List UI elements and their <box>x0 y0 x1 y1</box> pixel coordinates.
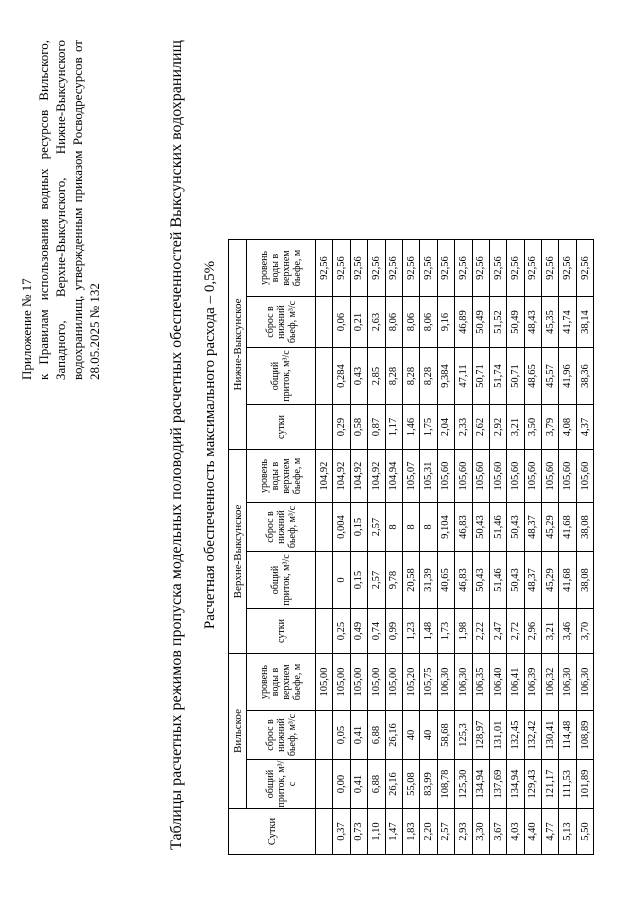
table-cell: 105,60 <box>437 450 454 503</box>
document-title: Таблицы расчетных режимов пропуска модельных половодий расчетных обеспеченностей Выксунских водохранилищ <box>168 40 185 850</box>
table-cell: 129,43 <box>524 760 541 809</box>
table-row <box>368 240 385 855</box>
table-cell: 92,56 <box>472 240 489 297</box>
table-cell: 2,62 <box>472 405 489 450</box>
table-cell: 51,74 <box>489 348 506 405</box>
table-cell: 6,88 <box>368 760 385 809</box>
table-cell: 92,56 <box>559 240 576 297</box>
table-cell: 104,92 <box>350 450 367 503</box>
table-cell: 92,56 <box>507 240 524 297</box>
table-cell: 41,68 <box>559 552 576 609</box>
header-days: сутки <box>247 609 316 654</box>
table-cell: 92,56 <box>524 240 541 297</box>
table-cell: 105,00 <box>350 654 367 711</box>
table-cell: 8,28 <box>420 348 437 405</box>
table-cell: 125,3 <box>455 711 472 760</box>
table-cell: 2,57 <box>368 503 385 552</box>
header-reservoir-vilskoe: Вильское <box>229 654 247 809</box>
table-cell: 83,99 <box>420 760 437 809</box>
table-cell: 106,30 <box>437 654 454 711</box>
table-cell: 134,94 <box>507 760 524 809</box>
table-row <box>576 240 593 855</box>
table-cell: 2,96 <box>524 609 541 654</box>
table-cell: 92,56 <box>489 240 506 297</box>
table-row <box>507 240 524 855</box>
table-cell: 55,08 <box>402 760 419 809</box>
table-cell: 0,58 <box>350 405 367 450</box>
table-cell: 2,92 <box>489 405 506 450</box>
table-cell: 8 <box>420 503 437 552</box>
header-outflow: сброс в нижний бьеф, м³/с <box>247 711 316 760</box>
table-header-row-1 <box>229 240 247 855</box>
table-cell: 0,41 <box>350 760 367 809</box>
table-cell: 108,78 <box>437 760 454 809</box>
appendix-number: Приложение № 17 <box>19 278 34 380</box>
header-level: уровень воды в верхнем бьефе, м <box>247 240 316 297</box>
table-cell: 2,20 <box>420 809 437 855</box>
table-cell: 3,21 <box>507 405 524 450</box>
table-cell: 8,28 <box>402 348 419 405</box>
table-cell: 106,40 <box>489 654 506 711</box>
table-cell: 50,71 <box>507 348 524 405</box>
header-inflow: общий приток, м³/с <box>247 552 316 609</box>
table-cell: 0,87 <box>368 405 385 450</box>
table-cell: 106,30 <box>576 654 593 711</box>
table-cell: 0,41 <box>350 711 367 760</box>
table-cell: 0,37 <box>333 809 350 855</box>
table-cell: 26,16 <box>385 711 402 760</box>
table-cell: 1,98 <box>455 609 472 654</box>
table-cell: 1,83 <box>402 809 419 855</box>
table-cell: 114,48 <box>559 711 576 760</box>
table-cell: 48,43 <box>524 297 541 348</box>
table-cell: 105,60 <box>472 450 489 503</box>
table-cell: 105,00 <box>385 654 402 711</box>
table-cell: 50,43 <box>472 552 489 609</box>
table-cell: 8,06 <box>385 297 402 348</box>
table-row <box>559 240 576 855</box>
table-cell: 51,52 <box>489 297 506 348</box>
appendix-text: к Правилам использования водных ресурсов Вильского, Западного, Верхне-Выксунского, Нижне-Выксунского водохранилищ, утвержденным приказом Росводресурсов от 28.05.2025 № 132 <box>36 40 102 380</box>
table-row <box>316 240 333 855</box>
table-row <box>472 240 489 855</box>
table-cell: 0,21 <box>350 297 367 348</box>
table-row <box>437 240 454 855</box>
table-cell: 92,56 <box>437 240 454 297</box>
table-cell: 105,60 <box>559 450 576 503</box>
table-cell: 2,04 <box>437 405 454 450</box>
table-cell: 111,53 <box>559 760 576 809</box>
table-cell: 0,74 <box>368 609 385 654</box>
header-outflow: сброс в нижний бьеф, м³/с <box>247 297 316 348</box>
table-cell: 0 <box>333 552 350 609</box>
table-cell: 4,40 <box>524 809 541 855</box>
table-row <box>489 240 506 855</box>
table-cell: 4,37 <box>576 405 593 450</box>
table-cell: 50,43 <box>507 503 524 552</box>
table-cell <box>316 405 333 450</box>
table-cell: 50,49 <box>472 297 489 348</box>
table-row <box>420 240 437 855</box>
table-cell: 92,56 <box>576 240 593 297</box>
table-cell: 92,56 <box>420 240 437 297</box>
table-cell: 40 <box>402 711 419 760</box>
table-row <box>402 240 419 855</box>
table-cell: 2,85 <box>368 348 385 405</box>
table-cell: 106,30 <box>455 654 472 711</box>
table-cell: 2,63 <box>368 297 385 348</box>
table-cell: 0,00 <box>333 760 350 809</box>
table-cell: 9,104 <box>437 503 454 552</box>
table-cell: 38,08 <box>576 552 593 609</box>
table-row <box>542 240 559 855</box>
table-cell: 0,15 <box>350 552 367 609</box>
table-cell: 3,21 <box>542 609 559 654</box>
table-cell: 51,46 <box>489 552 506 609</box>
table-cell: 0,284 <box>333 348 350 405</box>
table-cell: 106,35 <box>472 654 489 711</box>
table-cell: 92,56 <box>368 240 385 297</box>
table-cell: 4,08 <box>559 405 576 450</box>
table-cell: 104,92 <box>316 450 333 503</box>
table-cell <box>316 711 333 760</box>
table-row <box>524 240 541 855</box>
table-cell: 45,29 <box>542 503 559 552</box>
table-cell: 48,65 <box>524 348 541 405</box>
regime-table-wrapper <box>228 239 594 855</box>
table-cell: 106,30 <box>559 654 576 711</box>
table-cell: 41,96 <box>559 348 576 405</box>
table-cell: 1,73 <box>437 609 454 654</box>
table-cell: 38,08 <box>576 503 593 552</box>
header-reservoir-nizhne: Нижне-Выксунское <box>229 240 247 450</box>
table-cell: 8,06 <box>402 297 419 348</box>
table-cell: 5,13 <box>559 809 576 855</box>
table-cell: 3,67 <box>489 809 506 855</box>
regime-table <box>228 239 594 855</box>
table-cell <box>316 503 333 552</box>
table-cell: 134,94 <box>472 760 489 809</box>
table-cell: 2,22 <box>472 609 489 654</box>
table-cell: 9,78 <box>385 552 402 609</box>
table-cell: 105,20 <box>402 654 419 711</box>
table-cell: 105,60 <box>507 450 524 503</box>
table-cell: 104,92 <box>333 450 350 503</box>
table-cell: 2,47 <box>489 609 506 654</box>
table-cell: 101,89 <box>576 760 593 809</box>
table-cell: 128,97 <box>472 711 489 760</box>
header-days: сутки <box>247 405 316 450</box>
table-cell: 0,43 <box>350 348 367 405</box>
table-cell <box>316 297 333 348</box>
table-cell: 1,17 <box>385 405 402 450</box>
table-cell: 2,33 <box>455 405 472 450</box>
table-cell: 92,56 <box>402 240 419 297</box>
table-cell: 106,32 <box>542 654 559 711</box>
table-cell: 8,28 <box>385 348 402 405</box>
table-header-row-2 <box>247 240 316 855</box>
table-row <box>333 240 350 855</box>
table-cell: 4,77 <box>542 809 559 855</box>
header-level: уровень воды в верхнем бьефе, м <box>247 654 316 711</box>
table-cell: 0,73 <box>350 809 367 855</box>
table-cell: 3,50 <box>524 405 541 450</box>
table-cell: 105,31 <box>420 450 437 503</box>
table-cell: 106,39 <box>524 654 541 711</box>
header-inflow: общий приток, м³/с <box>247 760 316 809</box>
table-cell: 132,45 <box>507 711 524 760</box>
table-cell: 8,06 <box>420 297 437 348</box>
table-cell: 105,60 <box>455 450 472 503</box>
table-cell: 92,56 <box>333 240 350 297</box>
table-cell: 1,75 <box>420 405 437 450</box>
table-cell: 105,60 <box>489 450 506 503</box>
table-cell: 0,25 <box>333 609 350 654</box>
table-cell: 92,56 <box>542 240 559 297</box>
table-cell: 2,93 <box>455 809 472 855</box>
table-cell <box>316 760 333 809</box>
table-cell: 45,29 <box>542 552 559 609</box>
table-cell: 125,30 <box>455 760 472 809</box>
table-cell: 104,94 <box>385 450 402 503</box>
table-cell: 8 <box>402 503 419 552</box>
table-cell: 20,58 <box>402 552 419 609</box>
table-cell: 131,01 <box>489 711 506 760</box>
table-cell: 106,41 <box>507 654 524 711</box>
table-cell: 41,74 <box>559 297 576 348</box>
table-cell <box>316 609 333 654</box>
table-cell: 3,79 <box>542 405 559 450</box>
table-cell: 41,68 <box>559 503 576 552</box>
table-cell: 1,47 <box>385 809 402 855</box>
table-cell: 9,384 <box>437 348 454 405</box>
header-inflow: общий приток, м³/с <box>247 348 316 405</box>
table-cell: 50,43 <box>472 503 489 552</box>
table-cell: 105,60 <box>542 450 559 503</box>
table-cell: 132,42 <box>524 711 541 760</box>
table-cell: 3,70 <box>576 609 593 654</box>
table-cell <box>316 348 333 405</box>
table-cell: 6,88 <box>368 711 385 760</box>
table-cell: 50,43 <box>507 552 524 609</box>
table-cell: 92,56 <box>350 240 367 297</box>
table-cell: 4,03 <box>507 809 524 855</box>
table-cell: 105,00 <box>368 654 385 711</box>
document-subtitle: Расчетная обеспеченность максимального расхода – 0,5% <box>202 260 218 630</box>
table-cell: 8 <box>385 503 402 552</box>
table-cell: 1,10 <box>368 809 385 855</box>
table-cell: 105,07 <box>402 450 419 503</box>
table-cell: 121,17 <box>542 760 559 809</box>
header-reservoir-verkhne: Верхне-Выксунское <box>229 450 247 654</box>
table-cell: 0,06 <box>333 297 350 348</box>
table-cell: 3,30 <box>472 809 489 855</box>
table-cell: 46,83 <box>455 503 472 552</box>
table-cell: 105,60 <box>576 450 593 503</box>
table-cell: 58,68 <box>437 711 454 760</box>
table-cell <box>316 552 333 609</box>
table-cell: 0,99 <box>385 609 402 654</box>
table-body <box>316 240 594 855</box>
table-cell: 92,56 <box>385 240 402 297</box>
table-cell <box>316 809 333 855</box>
table-cell: 46,89 <box>455 297 472 348</box>
table-cell: 105,75 <box>420 654 437 711</box>
table-cell: 137,69 <box>489 760 506 809</box>
table-cell: 31,39 <box>420 552 437 609</box>
table-row <box>455 240 472 855</box>
table-cell: 1,48 <box>420 609 437 654</box>
table-cell: 48,37 <box>524 552 541 609</box>
table-cell: 2,72 <box>507 609 524 654</box>
table-cell: 26,16 <box>385 760 402 809</box>
table-cell: 130,41 <box>542 711 559 760</box>
table-cell: 46,83 <box>455 552 472 609</box>
table-cell: 0,49 <box>350 609 367 654</box>
table-cell: 92,56 <box>455 240 472 297</box>
appendix-note <box>18 40 103 380</box>
table-cell: 1,46 <box>402 405 419 450</box>
table-cell: 105,00 <box>316 654 333 711</box>
table-cell: 105,00 <box>333 654 350 711</box>
table-cell: 38,36 <box>576 348 593 405</box>
table-cell: 92,56 <box>316 240 333 297</box>
table-cell: 3,46 <box>559 609 576 654</box>
table-cell: 45,57 <box>542 348 559 405</box>
table-row <box>350 240 367 855</box>
header-outflow: сброс в нижний бьеф, м³/с <box>247 503 316 552</box>
table-cell: 38,14 <box>576 297 593 348</box>
table-cell: 51,46 <box>489 503 506 552</box>
table-cell: 0,15 <box>350 503 367 552</box>
table-cell: 9,16 <box>437 297 454 348</box>
table-row <box>385 240 402 855</box>
table-cell: 108,89 <box>576 711 593 760</box>
table-cell: 1,23 <box>402 609 419 654</box>
table-cell: 105,60 <box>524 450 541 503</box>
table-cell: 40 <box>420 711 437 760</box>
table-cell: 5,50 <box>576 809 593 855</box>
table-cell: 2,57 <box>437 809 454 855</box>
table-cell: 2,57 <box>368 552 385 609</box>
table-cell: 0,05 <box>333 711 350 760</box>
table-cell: 0,004 <box>333 503 350 552</box>
header-level: уровень воды в верхнем бьефе, м <box>247 450 316 503</box>
table-cell: 50,49 <box>507 297 524 348</box>
table-cell: 40,65 <box>437 552 454 609</box>
table-cell: 45,35 <box>542 297 559 348</box>
table-cell: 104,92 <box>368 450 385 503</box>
table-cell: 47,11 <box>455 348 472 405</box>
header-days: Сутки <box>229 809 316 855</box>
table-cell: 0,29 <box>333 405 350 450</box>
table-cell: 50,71 <box>472 348 489 405</box>
table-cell: 48,37 <box>524 503 541 552</box>
